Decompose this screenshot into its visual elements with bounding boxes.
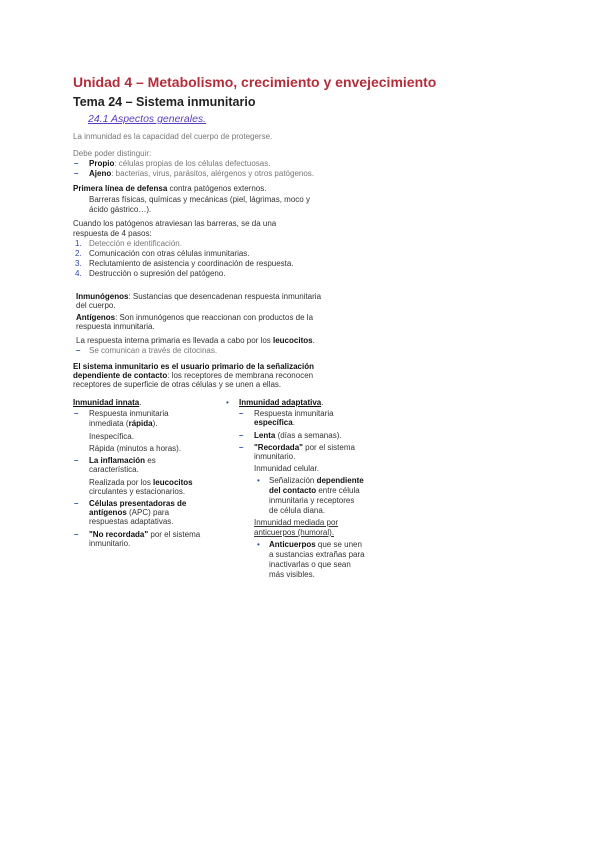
step-text: Detección e identificación. — [89, 239, 182, 248]
innate-item-3: Rápida (minutos a horas). — [89, 444, 182, 453]
step-text: Comunicación con otras células inmunitarias. — [89, 249, 250, 258]
innate-item-2: Inespecífica. — [89, 432, 134, 441]
step-text: Destrucción o supresión del patógeno. — [89, 269, 226, 278]
section-title: 24.1 Aspectos generales. — [88, 113, 207, 125]
topic-title: Tema 24 – Sistema inmunitario — [73, 95, 256, 109]
step-text: Reclutamiento de asistencia y coordinación de respuesta. — [89, 259, 294, 268]
propio-line: Propio: células propias de los células defectuosas. — [89, 159, 271, 168]
unit-title: Unidad 4 – Metabolismo, crecimiento y envejecimiento — [73, 74, 437, 90]
innate-item-6-line-1: Células presentadoras de — [89, 499, 187, 508]
innate-item-1-line-1: Respuesta inmunitaria — [89, 409, 169, 418]
must-distinguish: Debe poder distinguir: — [73, 149, 152, 158]
dash-bullet: – — [74, 159, 79, 168]
signal-line-3: inmunitaria y receptores — [269, 496, 355, 505]
adaptive-item-1-line-1: Respuesta inmunitaria — [254, 409, 334, 418]
definition-text: La inmunidad es la capacidad del cuerpo de protegerse. — [73, 132, 273, 141]
signal-line-1: Señalización dependiente — [269, 476, 364, 485]
antigenos-line-1: Antígenos: Son inmunógenos que reaccionan con productos de la — [76, 313, 314, 322]
dash-bullet: – — [74, 409, 79, 418]
innate-item-6-line-3: respuestas adaptativas. — [89, 517, 174, 526]
adaptive-item-2: Lenta (días a semanas). — [254, 431, 342, 440]
antibody-line-1: Anticuerpos que se unen — [269, 540, 362, 549]
ajeno-line: Ajeno: bacterias, virus, parásitos, alérgenos y otros patógenos. — [89, 169, 315, 178]
antibody-line-3: inactivarlas o que sean — [269, 560, 351, 569]
step-number: 4. — [75, 269, 82, 278]
innate-item-7-line-2: inmunitario. — [89, 539, 131, 548]
inmunogenos-line-2: del cuerpo. — [76, 301, 116, 310]
system-line-2: dependiente de contacto: los receptores de membrana reconocen — [73, 371, 314, 380]
adaptive-item-3-line-1: "Recordada" por el sistema — [254, 443, 355, 452]
innate-item-5-line-1: Realizada por los leucocitos — [89, 478, 193, 487]
dash-bullet: – — [239, 431, 244, 440]
cytokines-line: Se comunican a través de citocinas. — [89, 346, 218, 355]
round-bullet: • — [257, 476, 260, 485]
humoral-line-1: Inmunidad mediada por — [254, 518, 339, 527]
dash-bullet: – — [74, 530, 79, 539]
innate-item-7-line-1: "No recordada" por el sistema — [89, 530, 201, 539]
dash-bullet: – — [239, 409, 244, 418]
adaptive-title: Inmunidad adaptativa. — [239, 398, 324, 407]
dash-bullet: – — [74, 169, 79, 178]
antigenos-line-2: respuesta inmunitaria. — [76, 322, 155, 331]
system-line-3: receptores de superficie de otras células y se unen a ellas. — [73, 380, 282, 389]
dash-bullet: – — [76, 346, 81, 355]
cellular-immunity: Inmunidad celular. — [254, 464, 319, 473]
round-bullet: • — [257, 540, 260, 549]
step-number: 1. — [75, 239, 82, 248]
dash-bullet: – — [74, 499, 79, 508]
innate-item-1-line-2: inmediata (rápida). — [89, 419, 158, 428]
innate-title: Inmunidad innata. — [73, 398, 142, 407]
step-number: 2. — [75, 249, 82, 258]
dash-bullet: – — [74, 456, 79, 465]
signal-line-2: del contacto entre célula — [269, 486, 360, 495]
innate-item-4-line-1: La inflamación es — [89, 456, 156, 465]
response-line: La respuesta interna primaria es llevada a cabo por los leucocitos. — [76, 336, 315, 345]
signal-line-4: de célula diana. — [269, 506, 326, 515]
dash-bullet: – — [239, 443, 244, 452]
system-line-1: El sistema inmunitario es el usuario primario de la señalización — [73, 362, 314, 371]
innate-item-4-line-2: característica. — [89, 465, 139, 474]
when-line-2: respuesta de 4 pasos: — [73, 229, 152, 238]
antibody-line-2: a sustancias extrañas para — [269, 550, 365, 559]
inmunogenos-line-1: Inmunógenos: Sustancias que desencadenan respuesta inmunitaria — [76, 292, 322, 301]
round-bullet: • — [226, 398, 229, 407]
first-line-defense: Primera línea de defensa contra patógenos externos. — [73, 184, 267, 193]
antibody-line-4: más visibles. — [269, 570, 315, 579]
adaptive-item-1-line-2: específica. — [254, 418, 295, 427]
innate-item-5-line-2: circulantes y estacionarios. — [89, 487, 186, 496]
adaptive-item-3-line-2: inmunitario. — [254, 452, 296, 461]
barriers-line-2: ácido gástrico…). — [89, 205, 152, 214]
barriers-line-1: Barreras físicas, químicas y mecánicas (piel, lágrimas, moco y — [89, 195, 310, 204]
innate-item-6-line-2: antígenos (APC) para — [89, 508, 170, 517]
step-number: 3. — [75, 259, 82, 268]
when-line-1: Cuando los patógenos atraviesan las barreras, se da una — [73, 219, 277, 228]
humoral-line-2: anticuerpos (humoral). — [254, 528, 335, 537]
